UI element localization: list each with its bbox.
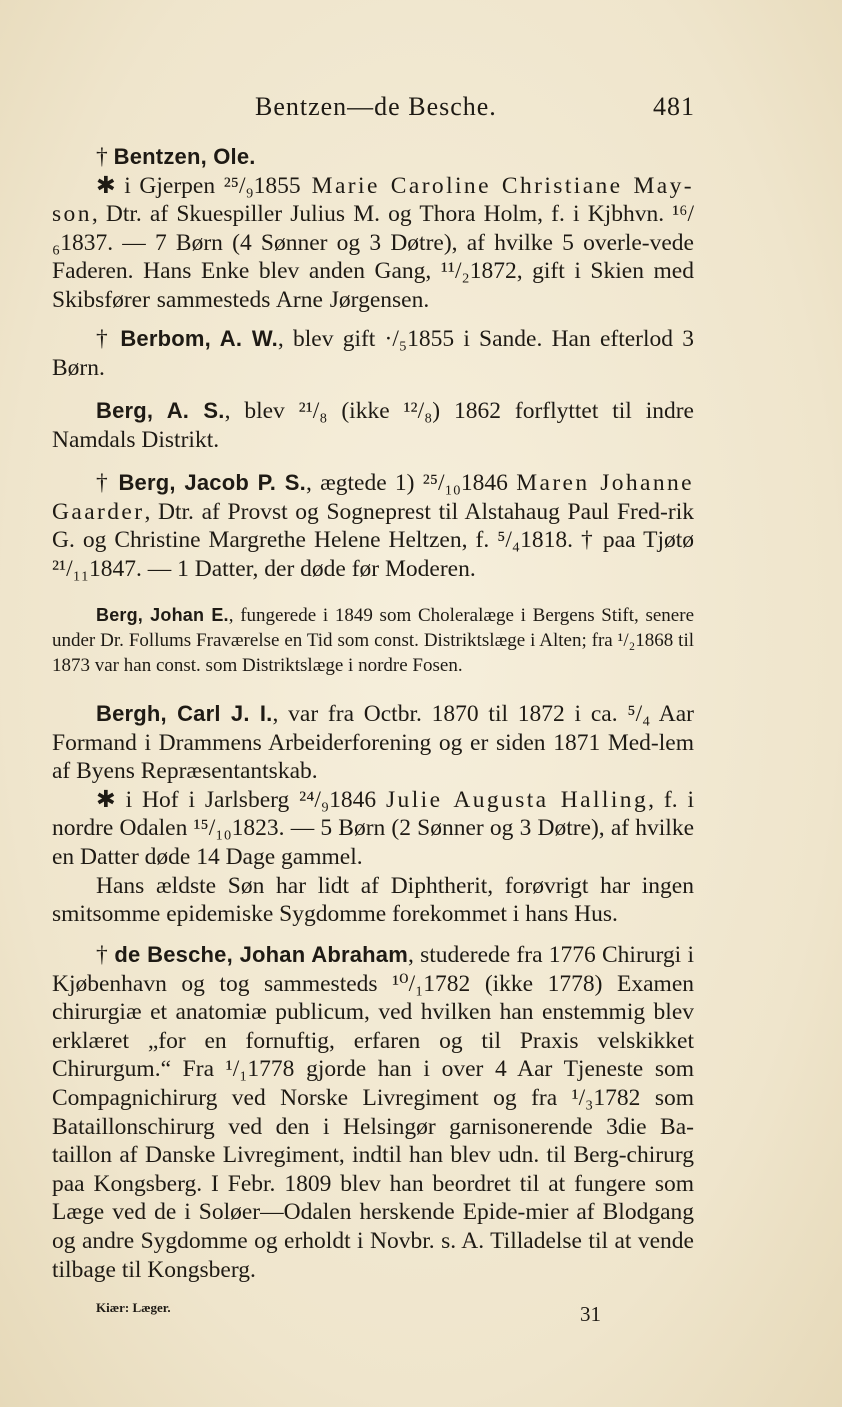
running-title: Bentzen—de Besche. bbox=[255, 92, 497, 121]
dagger-symbol: † bbox=[96, 470, 111, 496]
entry-name: Bentzen, Ole. bbox=[113, 144, 256, 169]
dagger-symbol: † bbox=[96, 942, 109, 968]
text-fragment: i Hof i Jarlsberg ²⁴/₉1846 bbox=[115, 786, 387, 813]
entry-bergh-p3: Hans ældste Søn har lidt af Diphtherit, forøvrigt har ingen smitsomme epidemiske Sygdomme forekommet i hans Hus. bbox=[52, 872, 694, 928]
entry-berg-as-text bbox=[52, 397, 694, 454]
sheet-number: 31 bbox=[580, 1302, 601, 1326]
entry-berg-jacob bbox=[52, 469, 694, 583]
entry-body: , studerede fra 1776 Chirurgi i Kjøbenhavn og tog sammesteds ¹⁰/₁1782 (ikke 1778) Examen chirurgiæ et anatomiæ publicum, ved hvilken han enstemmig blev erklæret „for en fornuftig, erfaren og til Praxis velskikket Chirurgum.“ Fra ¹/₁1778 gjorde han i over 4 Aar Tjeneste som Compagnichirurg ved Norske Livregiment og fra ¹/₃1782 som Bataillonschirurg ved den i Helsingør garnisonerende 3die Ba-taillon af Danske Livregiment, indtil han blev udn. til Berg-chirurg paa Kongsberg. I Febr. 1809 blev han beordret til at fungere som Læge ved de i Soløer—Odalen herskende Epide-mier af Blodgang og andre Sygdomme og erholdt i Novbr. s. A. Tilladelse til at vende tilbage til Kongsberg. bbox=[52, 942, 694, 1283]
entry-body: , blev gift ·/₅1855 i Sande. Han efterlod 3 Børn. bbox=[52, 326, 694, 381]
entry-name: de Besche, Johan Abraham bbox=[114, 942, 409, 967]
entry-de-besche bbox=[52, 941, 694, 1284]
dagger-symbol: † bbox=[96, 326, 112, 352]
entry-name: Bergh, Carl J. I. bbox=[96, 701, 273, 726]
text-fragment: , f. i nordre Odalen ¹⁵/₁₀1823. — 5 Børn (2 Sønner og 3 Døtre), af hvilke en Datter døde 14 Dage gammel. bbox=[52, 786, 694, 870]
marriage-star-icon: ✱ bbox=[96, 786, 116, 813]
entry-body: , var fra Octbr. 1870 til 1872 i ca. ⁵/₄ Aar Formand i Drammens Arbeiderforening og er siden 1871 Med-lem af Byens Repræsentantskab. bbox=[52, 701, 694, 785]
spouse-name: Julie Augusta Halling bbox=[386, 786, 649, 813]
entry-bentzen-text bbox=[52, 172, 694, 315]
text-fragment: , Dtr. af Skuespiller Julius M. og Thora Holm, f. i Kjbhvn. bbox=[91, 201, 673, 228]
spouse-name: Marie Caroline Christiane May-son bbox=[52, 172, 694, 228]
entry-bentzen-heading bbox=[52, 143, 694, 172]
date-fraction: ²⁵/₉1855 bbox=[223, 172, 301, 199]
entry-name: Berg, Johan E. bbox=[96, 605, 229, 625]
marriage-star-icon: ✱ bbox=[96, 172, 116, 199]
entry-body: , blev ²¹/₈ (ikke ¹²/₈) 1862 forflyttet til indre Namdals Distrikt. bbox=[52, 398, 694, 453]
entry-body: , fungerede i 1849 som Choleralæge i Bergens Stift, senere under Dr. Follums Fraværelse en Tid som const. Distriktslæge i Alten; fra ¹/₂1868 til 1873 var han const. som Distriktslæge i nordre Fosen. bbox=[52, 605, 694, 676]
entry-berbom-text bbox=[52, 325, 694, 382]
text-fragment: . — 7 Børn (4 Sønner og 3 Døtre), af hvilke 5 overle-vede Faderen. Hans Enke blev anden Gang, bbox=[52, 229, 694, 285]
page-number: 481 bbox=[653, 92, 695, 121]
date-fraction: ¹⁶/₆1837 bbox=[52, 201, 694, 256]
entry-bergh bbox=[52, 700, 694, 929]
date-fraction: ¹¹/₂1872 bbox=[440, 258, 517, 285]
entry-bergh-p1 bbox=[52, 700, 694, 786]
text-fragment: , ægtede 1) ²⁵/₁₀1846 bbox=[305, 470, 517, 496]
entry-berg-as bbox=[52, 397, 694, 454]
footer-signature: Kiær: Læger. bbox=[96, 1300, 171, 1315]
text-fragment: , Dtr. af Provst og Sogneprest til Alstahaug Paul Fred-rik G. og Christine Margrethe Helene Heltzen, f. ⁵/₄1818. † paa Tjøtø ²¹/₁₁1847. — 1 Datter, der døde før Moderen. bbox=[52, 498, 694, 582]
entry-berg-johan-text bbox=[52, 603, 694, 678]
entry-name: Berg, A. S. bbox=[96, 398, 225, 423]
entry-berbom bbox=[52, 325, 694, 382]
entry-bergh-p2 bbox=[52, 786, 694, 872]
spouse-name: Maren Johanne Gaarder bbox=[52, 470, 695, 525]
entry-berg-jacob-text bbox=[52, 469, 694, 583]
text-fragment: , gift i Skien med Skibsfører sammesteds Arne Jørgensen. bbox=[52, 258, 694, 313]
entry-bentzen bbox=[52, 143, 694, 315]
text-fragment: i Gjerpen bbox=[115, 172, 224, 199]
page-header bbox=[255, 92, 695, 124]
entry-de-besche-text bbox=[52, 941, 694, 1284]
entry-name: Berg, Jacob P. S. bbox=[118, 470, 306, 495]
dagger-symbol: † bbox=[96, 144, 108, 170]
entry-name: Berbom, A. W. bbox=[120, 326, 278, 351]
entry-berg-johan bbox=[52, 603, 694, 678]
